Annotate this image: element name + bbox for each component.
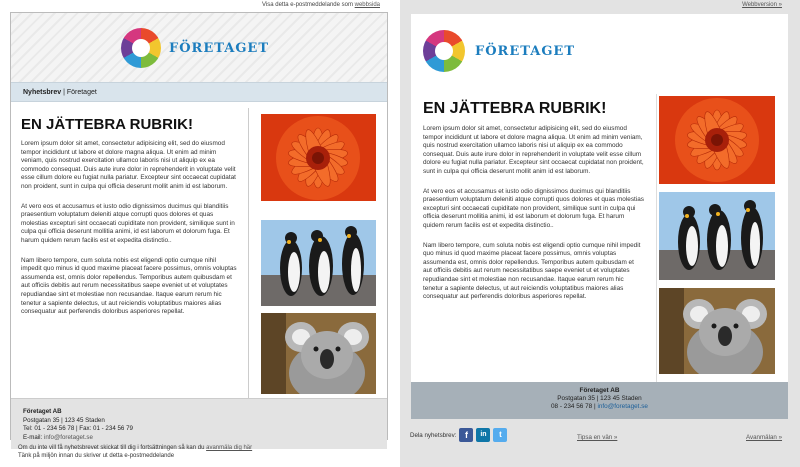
newsletter-bar (11, 82, 387, 102)
footer-company-name: Företaget AB (579, 387, 620, 394)
paragraph-1: Lorem ipsum dolor sit amet, consectetur adipisicing elit, sed do eiusmod tempor incididunt ut labore et dolore magna aliqua. Ut enim ad minim veniam, quis nostrud exercitation ullamco laboris nisi ut aliquip ex ea commodo consequat. Duis aute irure dolor in reprehenderit in voluptate velit esse cillum dolore eu fugiat nulla pariatur. Excepteur sint occaecat cupidatat non proident, sunt in culpa qui officia deserunt mollit anim id est laborum. (423, 125, 644, 175)
paragraph-3: Nam libero tempore, cum soluta nobis est eligendi optio cumque nihil impedit quo minus id quod maxime placeat facere possimus, omnis voluptas assumenda est, omnis dolor repellendus. Temporibus autem quibusdam et aut officiis debitis aut rerum necessitatibus saepe eveniet ut et voluptates repudiandae sint et molestiae non recusandae. Itaque earum rerum hic tenetur a sapiente delectus, ut aut reiciendis voluptatibus maiores alias consequatur aut perferendis doloribus asperiores repellat. (423, 241, 641, 301)
linkedin-icon[interactable]: in (476, 428, 490, 442)
footer-email-link[interactable]: info@foretaget.se (597, 403, 648, 410)
bottom-notice (18, 444, 252, 460)
company-logo (423, 30, 575, 72)
email-footer (411, 382, 788, 419)
footer-email-label: E-mail: (23, 433, 44, 441)
email-footer (11, 398, 387, 449)
unsubscribe-line (18, 444, 252, 452)
footer-email-line (23, 434, 387, 443)
image-column (248, 108, 387, 398)
unsubscribe-text: Om du inte vill få nyhetsbrevet skickat till dig i fortsättningen så kan du (18, 445, 205, 451)
print-notice: Tänk på miljön innan du skriver ut detta e-postmeddelande (18, 453, 175, 459)
headline: EN JÄTTEBRA RUBRIK! (423, 100, 607, 117)
main-content (411, 94, 656, 382)
flower-image (659, 96, 775, 184)
footer-company-name: Företaget AB (23, 408, 62, 415)
logo-swirl-icon (121, 28, 161, 68)
paragraph-1: Lorem ipsum dolor sit amet, consectetur adipisicing elit, sed do eiusmod tempor incididunt ut labore et dolore magna aliqua. Ut enim ad minim veniam, quis nostrud exercitation ullamco laboris nisi ut aliquip ex ea commodo consequat. Duis aute irure dolor in reprehenderit in voluptate velit esse cillum dolore eu fugiat nulla pariatur. Excepteur sint occaecat cupidatat non proident, sunt in culpa qui officia deserunt mollit anim id est laborum. (21, 140, 236, 190)
footer-address: Postgatan 35 | 123 45 Staden (23, 416, 105, 424)
flower-image (261, 114, 376, 201)
tell-a-friend-link[interactable]: Tipsa en vän » (577, 434, 618, 441)
headline: EN JÄTTEBRA RUBRIK! (21, 116, 193, 133)
footer-phone: 08 - 234 56 78 (551, 403, 593, 410)
koala-image (659, 288, 775, 374)
footer-phone: Tel: 01 - 234 56 78 | Fax: 01 - 234 56 79 (23, 425, 133, 433)
penguins-image (659, 192, 775, 280)
penguins-image (261, 220, 376, 306)
twitter-icon[interactable]: t (493, 428, 507, 442)
image-column (656, 94, 788, 382)
email-preview-right (400, 0, 800, 467)
email-frame (10, 12, 388, 440)
email-header (11, 13, 387, 82)
paragraph-2: At vero eos et accusamus et iusto odio dignissimos ducimus qui blanditiis praesentium voluptatum deleniti atque corrupti quos dolores et quas molestias excepturi sint occaecati cupiditate non provident, similique sunt in culpa qui officia deserunt mollitia animi, id est laborum et dolorum fuga. Et harum quidem rerum facilis est et expedita distinctio.. (21, 202, 235, 244)
logo-swirl-icon (423, 30, 465, 72)
view-online-text: Visa detta e-postmeddelande som (262, 2, 353, 8)
footer-email-link[interactable]: info@foretaget.se (43, 433, 93, 441)
paragraph-2: At vero eos et accusamus et iusto odio dignissimos ducimus qui blanditiis praesentium voluptatum deleniti atque corrupti quos dolores et quas molestias excepturi sint occaecati cupiditate non provident, similique sunt in culpa qui officia deserunt mollitia animi, id est laborum et dolorum fuga. Et harum quidem rerum facilis est et expedita distinctio.. (423, 187, 644, 229)
unsubscribe-link[interactable]: avanmäla dig här (206, 445, 253, 451)
unsubscribe-link[interactable]: Avanmälan » (746, 434, 783, 441)
footer-address: Postgatan 35 | 123 45 Staden (557, 395, 642, 402)
view-online-line (262, 2, 380, 8)
main-content (11, 108, 248, 398)
facebook-icon[interactable]: f (459, 428, 473, 442)
share-label: Dela nyhetsbrev: (410, 431, 457, 439)
koala-image (261, 313, 376, 394)
company-logo (121, 28, 269, 68)
view-online-link[interactable]: webbsida (354, 2, 380, 8)
footer-contact-line (411, 403, 788, 411)
brand-name: FÖRETAGET (169, 40, 269, 56)
brand-name: FÖRETAGET (475, 43, 575, 59)
company-label: | Företaget (61, 89, 97, 96)
paragraph-3: Nam libero tempore, cum soluta nobis est eligendi optio cumque nihil impedit quo minus id quod maxime placeat facere possimus, omnis voluptas assumenda est, omnis dolor repellendus. Temporibus autem quibusdam et aut officiis debitis aut rerum necessitatibus saepe eveniet ut et voluptates repudiandae sint et molestiae non recusandae. Itaque earum rerum hic tenetur a sapiente delectus, ut aut reiciendis voluptatibus maiores alias consequatur aut perferendis doloribus asperiores repellat. (21, 256, 237, 316)
share-bar (410, 428, 507, 442)
web-version-link[interactable]: Webbversion » (742, 2, 782, 8)
footer-separator: | (592, 403, 598, 410)
newsletter-label: Nyhetsbrev (23, 89, 62, 96)
email-card (411, 14, 788, 419)
